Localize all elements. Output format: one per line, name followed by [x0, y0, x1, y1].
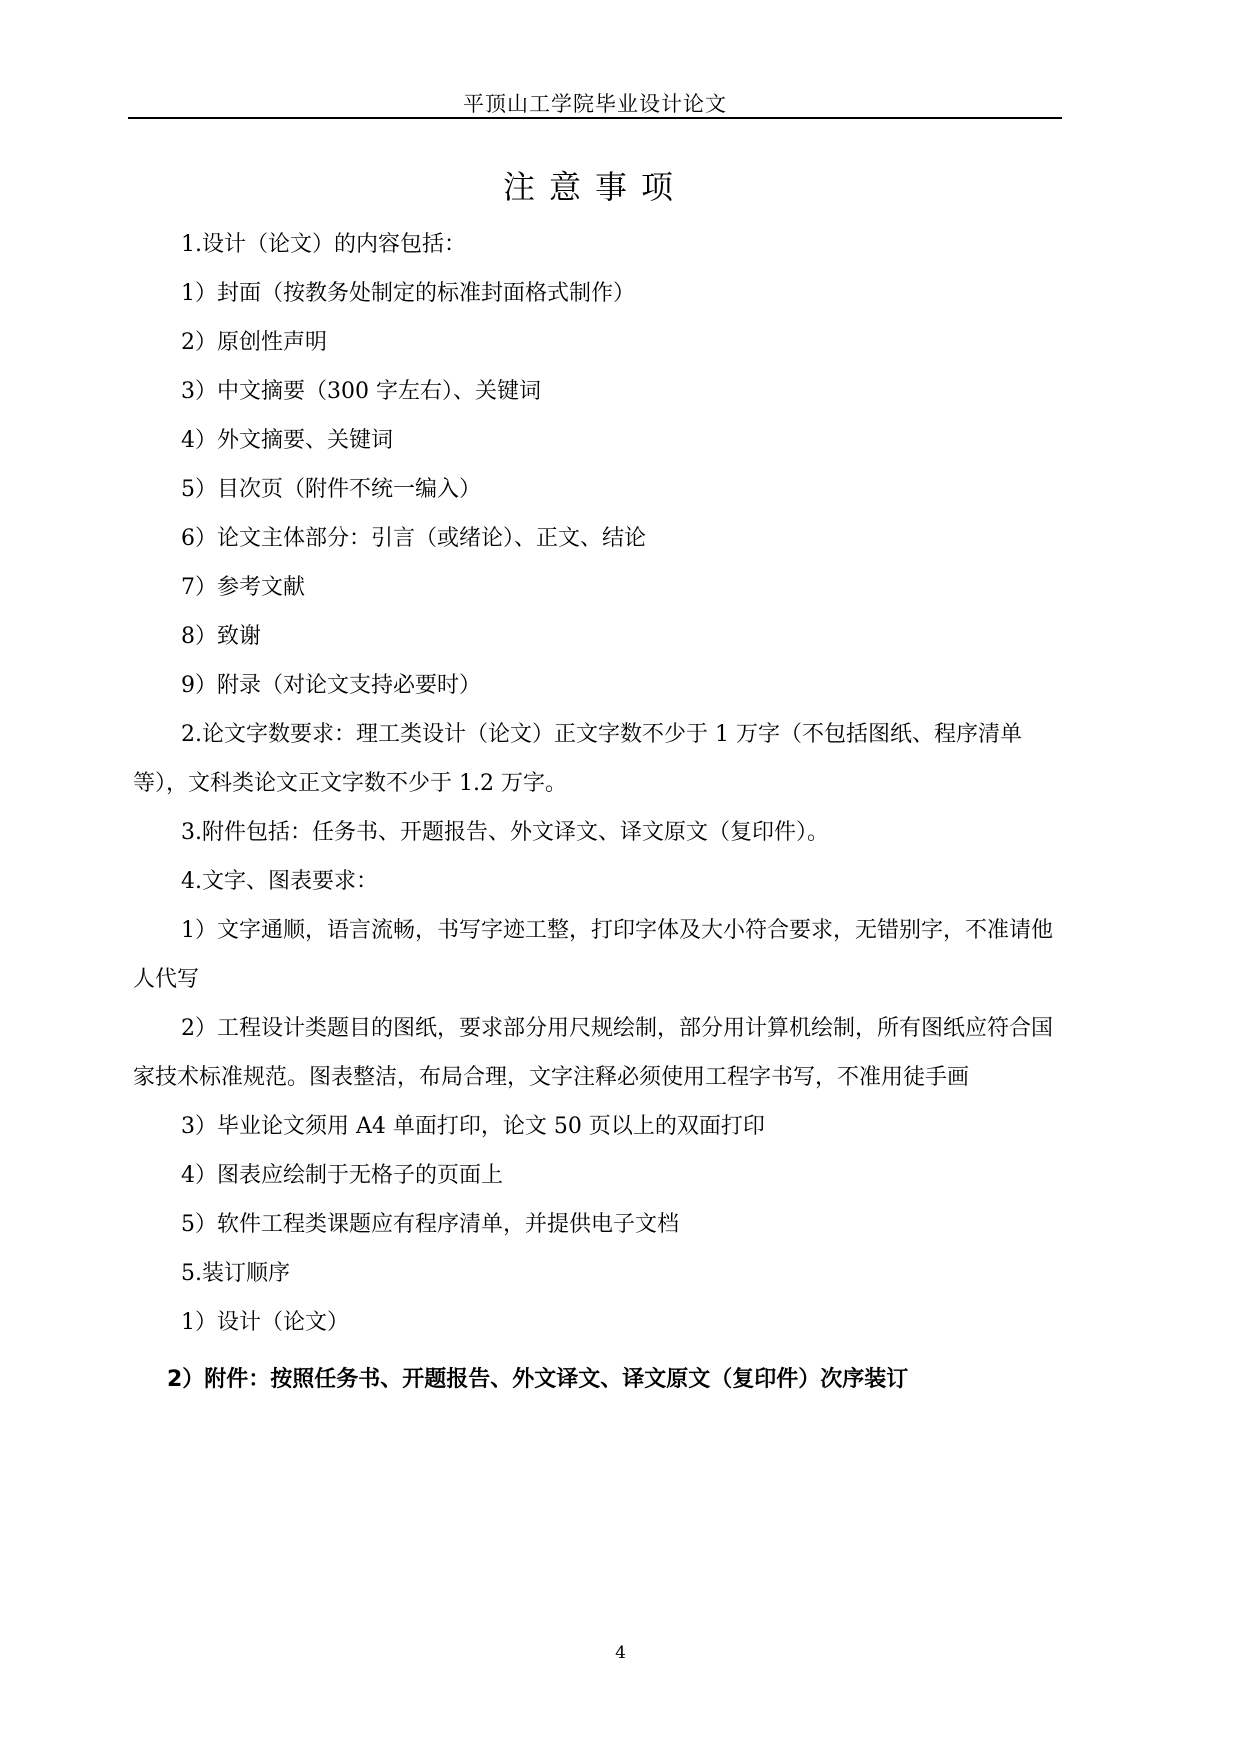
- paragraph: 5.装订顺序: [181, 1261, 290, 1286]
- page-title: 注意事项: [502, 168, 687, 206]
- paragraph: 6）论文主体部分：引言（或绪论）、正文、结论: [181, 526, 646, 551]
- paragraph: 2）工程设计类题目的图纸，要求部分用尺规绘制，部分用计算机绘制，所有图纸应符合国家技术标准规范。图表整洁，布局合理，文字注释必须使用工程字书写，不准用徒手画: [133, 1016, 1054, 1090]
- paragraph: 7）参考文献: [181, 575, 305, 600]
- paragraph: 4）外文摘要、关键词: [181, 428, 393, 453]
- paragraph: 3）毕业论文须用 A4 单面打印，论文 50 页以上的双面打印: [181, 1114, 765, 1139]
- document-body: [133, 220, 1058, 1404]
- paragraph: 8）致谢: [181, 624, 261, 649]
- header-divider: [128, 117, 1062, 119]
- paragraph: 3）中文摘要（300 字左右）、关键词: [181, 379, 541, 404]
- paragraph: 4.文字、图表要求：: [181, 869, 378, 894]
- paragraph: 9）附录（对论文支持必要时）: [181, 673, 481, 698]
- running-header: 平顶山工学院毕业设计论文: [463, 92, 727, 116]
- paragraph: 3.附件包括：任务书、开题报告、外文译文、译文原文（复印件）。: [181, 820, 829, 845]
- paragraph: 1.设计（论文）的内容包括：: [181, 232, 466, 257]
- paragraph: 5）软件工程类课题应有程序清单，并提供电子文档: [181, 1212, 679, 1237]
- bold-paragraph: 2）附件：按照任务书、开题报告、外文译文、译文原文（复印件）次序装订: [167, 1367, 909, 1392]
- paragraph: 1）设计（论文）: [181, 1310, 349, 1335]
- paragraph: 1）封面（按教务处制定的标准封面格式制作）: [181, 281, 635, 306]
- paragraph: 4）图表应绘制于无格子的页面上: [181, 1163, 503, 1188]
- paragraph: 1）文字通顺，语言流畅，书写字迹工整，打印字体及大小符合要求，无错别字，不准请他人代写: [133, 918, 1054, 992]
- paragraph: 2）原创性声明: [181, 330, 327, 355]
- paragraph: 5）目次页（附件不统一编入）: [181, 477, 481, 502]
- page-number: 4: [615, 1643, 626, 1663]
- paragraph: 2.论文字数要求：理工类设计（论文）正文字数不少于 1 万字（不包括图纸、程序清单等），文科类论文正文字数不少于 1.2 万字。: [133, 722, 1022, 796]
